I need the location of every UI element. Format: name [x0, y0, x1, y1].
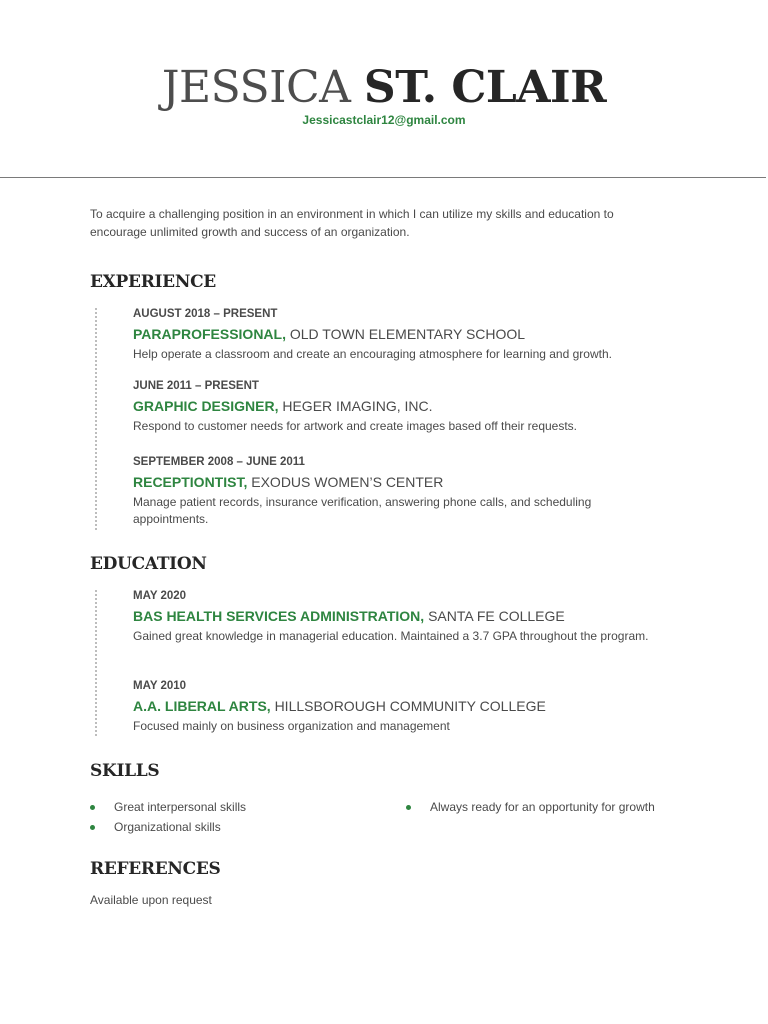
entry-date: SEPTEMBER 2008 – JUNE 2011 [133, 456, 305, 468]
references-text: Available upon request [90, 893, 212, 907]
bullet-icon [406, 805, 411, 810]
entry-description: Manage patient records, insurance verification, answering phone calls, and scheduling appointments. [133, 495, 592, 526]
last-name: ST. CLAIR [363, 62, 607, 113]
entry-role [133, 396, 653, 416]
entry-org: SANTA FE COLLEGE [428, 608, 565, 624]
skills-heading: SKILLS [90, 761, 160, 781]
education-entry [133, 678, 653, 735]
entry-description: Gained great knowledge in managerial education. Maintained a 3.7 GPA throughout the program. [133, 629, 649, 643]
entry-date: AUGUST 2018 – PRESENT [133, 308, 278, 320]
entry-date: MAY 2010 [133, 680, 187, 692]
education-heading: EDUCATION [90, 554, 207, 574]
education-timeline [95, 590, 97, 736]
entry-title: GRAPHIC DESIGNER, [133, 398, 279, 414]
candidate-name [0, 64, 768, 112]
skill-item [90, 817, 246, 837]
entry-description: Help operate a classroom and create an encouraging atmosphere for learning and growth. [133, 347, 612, 361]
experience-heading: EXPERIENCE [90, 272, 216, 292]
entry-org: HILLSBOROUGH COMMUNITY COLLEGE [274, 698, 546, 714]
bullet-icon [90, 825, 95, 830]
entry-description: Respond to customer needs for artwork and create images based off their requests. [133, 419, 578, 433]
email-link[interactable]: Jessicastclair12@gmail.com [302, 113, 466, 127]
references-heading: REFERENCES [90, 859, 221, 879]
skill-label: Always ready for an opportunity for growth [430, 800, 655, 814]
first-name: JESSICA [161, 62, 351, 113]
skill-item [406, 797, 655, 817]
entry-role [133, 324, 653, 344]
experience-timeline [95, 308, 97, 530]
skills-list-left [90, 797, 246, 837]
entry-date: JUNE 2011 – PRESENT [133, 380, 259, 392]
experience-entry [133, 306, 653, 363]
entry-org: HEGER IMAGING, INC. [282, 398, 433, 414]
skill-label: Great interpersonal skills [114, 800, 247, 814]
entry-org: EXODUS WOMEN’S CENTER [251, 474, 444, 490]
entry-title: RECEPTIONTIST, [133, 474, 248, 490]
skills-list-right [406, 797, 655, 817]
entry-description: Focused mainly on business organization and management [133, 719, 450, 733]
entry-role [133, 606, 653, 626]
entry-title: A.A. LIBERAL ARTS, [133, 698, 271, 714]
experience-entry [133, 454, 653, 528]
entry-title: PARAPROFESSIONAL, [133, 326, 286, 342]
skill-label: Organizational skills [114, 820, 221, 834]
entry-org: OLD TOWN ELEMENTARY SCHOOL [289, 326, 526, 342]
bullet-icon [90, 805, 95, 810]
resume-header [0, 0, 768, 178]
entry-title: BAS HEALTH SERVICES ADMINISTRATION, [133, 608, 425, 624]
header-divider [0, 177, 766, 178]
education-entry [133, 588, 653, 645]
entry-date: MAY 2020 [133, 590, 187, 602]
objective-statement: To acquire a challenging position in an environment in which I can utilize my skills and education to encourage unlimited growth and success of an organization. [90, 207, 614, 239]
experience-entry [133, 378, 653, 435]
entry-role [133, 472, 653, 492]
skill-item [90, 797, 246, 817]
entry-role [133, 696, 653, 716]
